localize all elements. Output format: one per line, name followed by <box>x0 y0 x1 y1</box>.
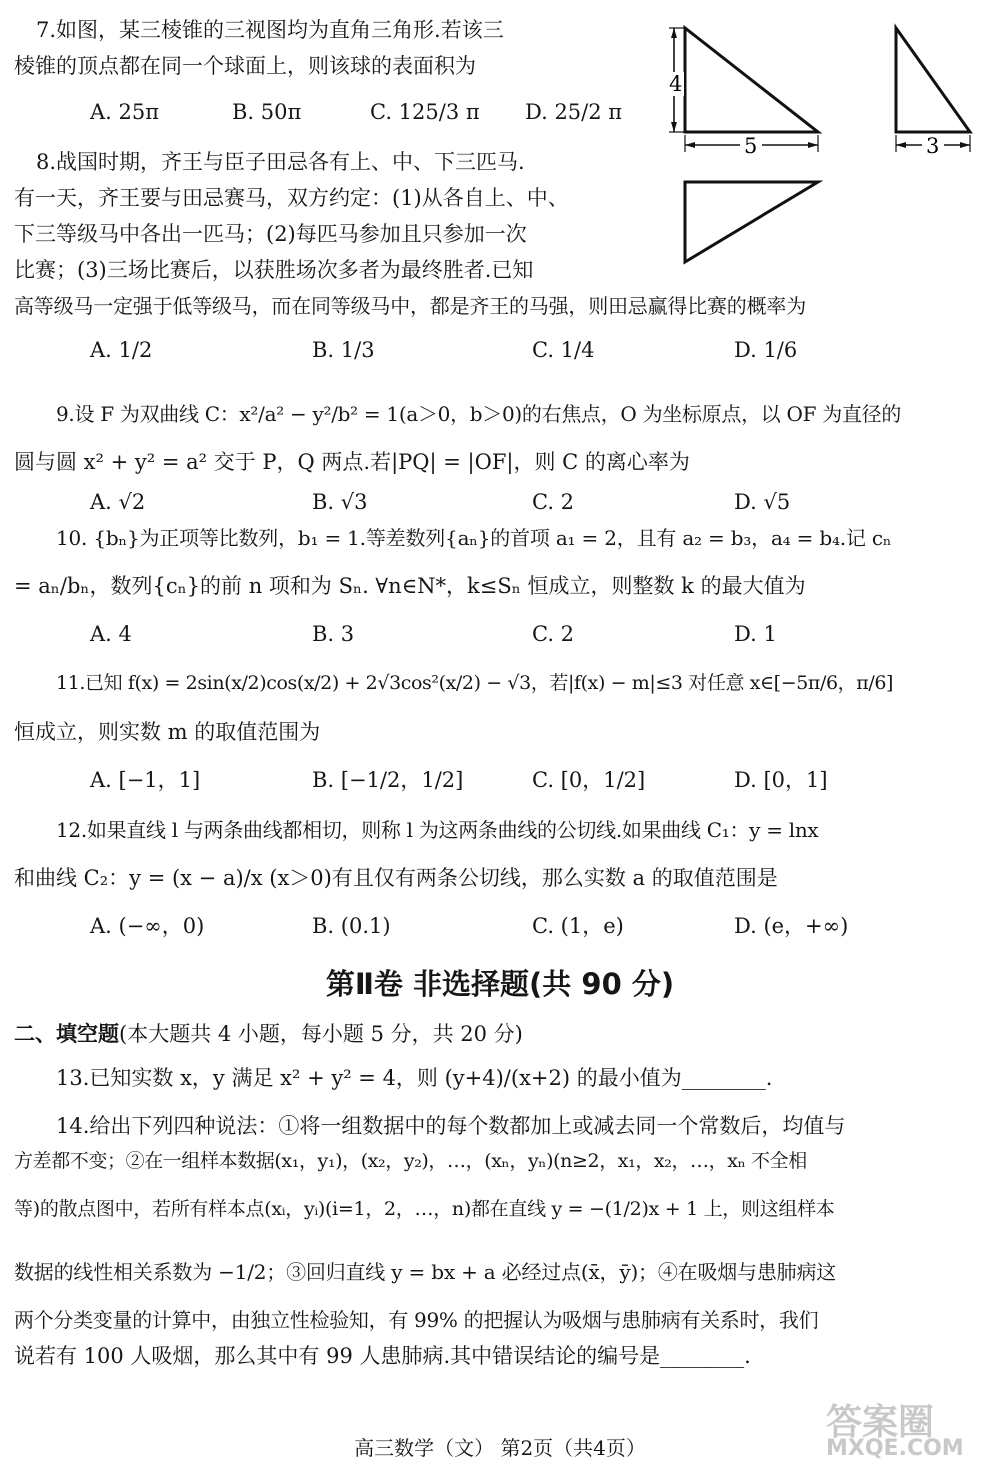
section2-title <box>14 1018 523 1048</box>
q10-option-c: C. 2 <box>532 622 575 646</box>
q10-option-d: D. 1 <box>734 622 777 646</box>
q11-option-c: C. [0，1/2] <box>532 768 646 792</box>
q8-line4: 比赛；(3)三场比赛后，以获胜场次多者为最终胜者.已知 <box>14 258 534 282</box>
q10-option-b: B. 3 <box>312 622 355 646</box>
three-view-figure <box>660 20 990 270</box>
q7-option-a: A. 25π <box>90 100 160 124</box>
q14-line1: 14.给出下列四种说法：①将一组数据中的每个数都加上或减去同一个常数后，均值与 <box>56 1114 846 1138</box>
top-view-triangle <box>685 182 818 262</box>
q14-line2: 方差都不变；②在一组样本数据(x₁，y₁)，(x₂，y₂)，…，(xₙ，yₙ)(n≥2，x₁，x₂，…，xₙ 不全相 <box>14 1150 807 1172</box>
q7-option-b: B. 50π <box>232 100 302 124</box>
q8-line5: 高等级马一定强于低等级马，而在同等级马中，都是齐王的马强，则田忌赢得比赛的概率为 <box>14 294 806 318</box>
q12-option-a: A. (−∞，0) <box>90 914 205 938</box>
q9-option-c: C. 2 <box>532 490 575 514</box>
q8-line1: 8.战国时期，齐王与臣子田忌各有上、中、下三匹马. <box>36 150 525 174</box>
watermark-logo: 答案圈 <box>826 1402 935 1443</box>
q7-line1: 7.如图，某三棱锥的三视图均为直角三角形.若该三 <box>36 18 504 42</box>
q11-line1: 11.已知 f(x) = 2sin(x/2)cos(x/2) + 2√3cos²(x/2) − √3，若|f(x) − m|≤3 对任意 x∈[−5π/6，π/6] <box>56 672 894 694</box>
q11-option-a: A. [−1，1] <box>90 768 201 792</box>
side-view-triangle <box>896 28 970 132</box>
q9-option-b: B. √3 <box>312 490 368 514</box>
q12-line2: 和曲线 C₂：y = (x − a)/x (x＞0)有且仅有两条公切线，那么实数 a 的取值范围是 <box>14 866 778 890</box>
q11-option-b: B. [−1/2，1/2] <box>312 768 464 792</box>
q8-option-b: B. 1/3 <box>312 338 375 362</box>
section2-label: 二、填空题 <box>14 1022 119 1046</box>
q12-line1: 12.如果直线 l 与两条曲线都相切，则称 l 为这两条曲线的公切线.如果曲线 C₁：y = lnx <box>56 818 819 842</box>
q8-option-c: C. 1/4 <box>532 338 595 362</box>
q7-option-c: C. 125/3 π <box>370 100 480 124</box>
q10-line1: 10. {bₙ}为正项等比数列，b₁ = 1.等差数列{aₙ}的首项 a₁ = 2，且有 a₂ = b₃，a₄ = b₄.记 cₙ <box>56 526 892 550</box>
q14-line3: 等)的散点图中，若所有样本点(xᵢ，yᵢ)(i=1，2，…，n)都在直线 y = −(1/2)x + 1 上，则这组样本 <box>14 1198 835 1220</box>
q14-line4: 数据的线性相关系数为 −1/2；③回归直线 y = bx + a 必经过点(x̄，ȳ)；④在吸烟与患肺病这 <box>14 1260 837 1284</box>
q12-option-d: D. (e，+∞) <box>734 914 849 938</box>
q8-line3: 下三等级马中各出一匹马；(2)每匹马参加且只参加一次 <box>14 222 527 246</box>
q14-line5: 两个分类变量的计算中，由独立性检验知，有 99% 的把握认为吸烟与患肺病有关系时，我们 <box>14 1308 819 1332</box>
q13-text: 13.已知实数 x，y 满足 x² + y² = 4，则 (y+4)/(x+2) 的最小值为________. <box>56 1066 773 1090</box>
q11-line2: 恒成立，则实数 m 的取值范围为 <box>14 720 321 744</box>
front-view-triangle <box>685 28 818 132</box>
section2-desc: (本大题共 4 小题，每小题 5 分，共 20 分) <box>119 1022 523 1046</box>
q14-line6: 说若有 100 人吸烟，那么其中有 99 人患肺病.其中错误结论的编号是________. <box>14 1344 751 1368</box>
label-3: 3 <box>926 134 940 158</box>
page-footer: 高三数学（文） 第2页（共4页） <box>354 1436 646 1460</box>
q8-line2: 有一天，齐王要与田忌赛马，双方约定：(1)从各自上、中、 <box>14 186 569 210</box>
q9-line2: 圆与圆 x² + y² = a² 交于 P，Q 两点.若|PQ| = |OF|，则 C 的离心率为 <box>14 450 690 474</box>
q10-line2: = aₙ/bₙ，数列{cₙ}的前 n 项和为 Sₙ. ∀n∈N*，k≤Sₙ 恒成立，则整数 k 的最大值为 <box>14 574 806 598</box>
q8-option-d: D. 1/6 <box>734 338 798 362</box>
q8-option-a: A. 1/2 <box>90 338 153 362</box>
q9-line1: 9.设 F 为双曲线 C：x²/a² − y²/b² = 1(a＞0，b＞0)的右焦点，O 为坐标原点，以 OF 为直径的 <box>56 402 902 426</box>
q9-option-d: D. √5 <box>734 490 791 514</box>
q9-option-a: A. √2 <box>90 490 146 514</box>
q12-option-b: B. (0.1) <box>312 914 391 938</box>
label-4: 4 <box>669 72 683 96</box>
part2-heading: 第Ⅱ卷 非选择题(共 90 分) <box>325 967 675 1001</box>
q7-line2: 棱锥的顶点都在同一个球面上，则该球的表面积为 <box>14 54 476 78</box>
q10-option-a: A. 4 <box>90 622 132 646</box>
watermark-url: MXQE.COM <box>826 1436 964 1461</box>
label-5: 5 <box>744 134 758 158</box>
q7-option-d: D. 25/2 π <box>525 100 623 124</box>
q12-option-c: C. (1，e) <box>532 914 624 938</box>
q11-option-d: D. [0，1] <box>734 768 828 792</box>
